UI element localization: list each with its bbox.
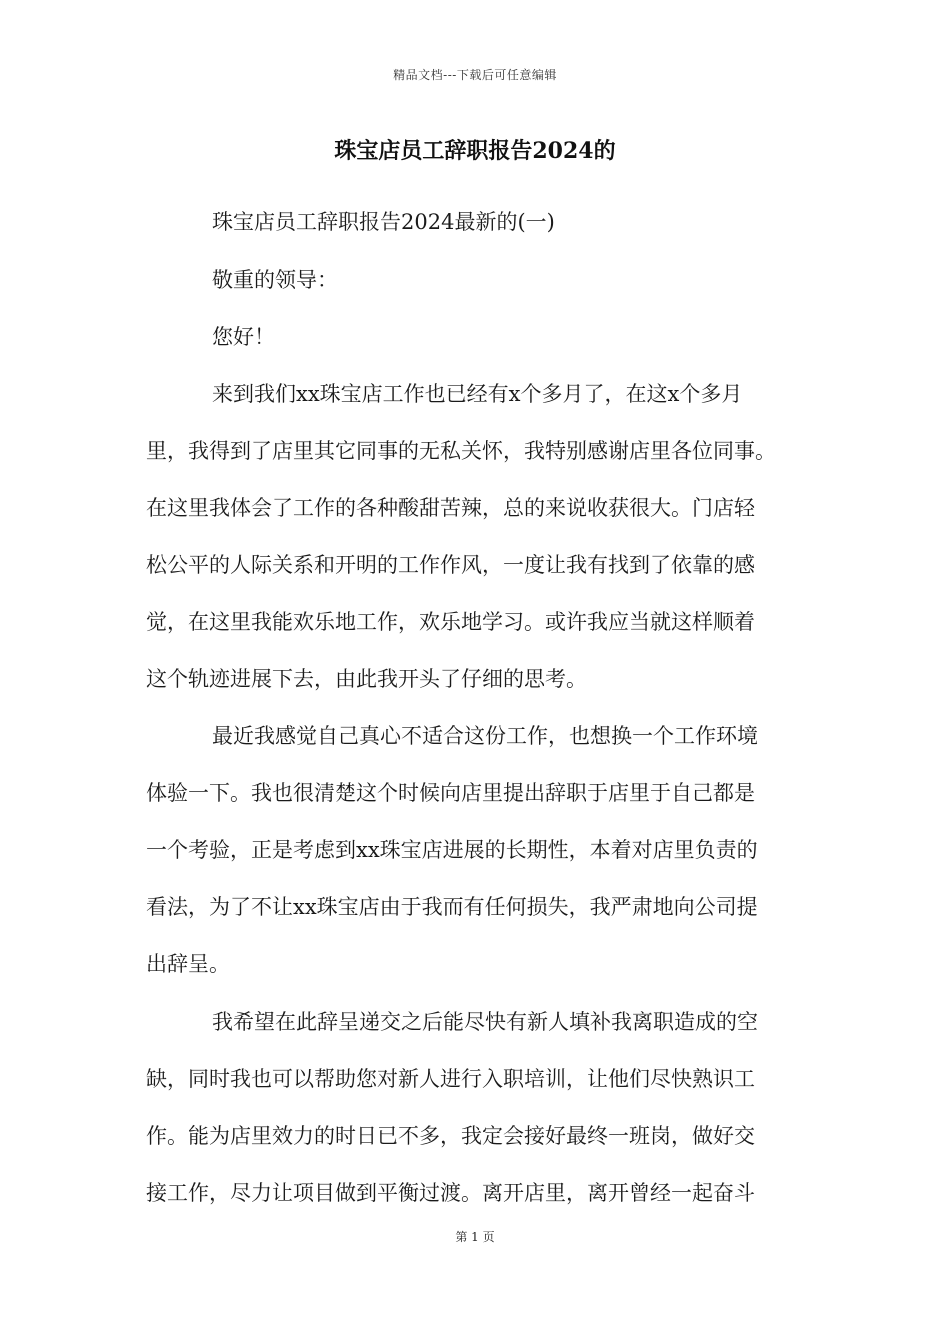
document-title: 珠宝店员工辞职报告2024的 <box>334 138 616 164</box>
paragraph-1-line-4: 松公平的人际关系和开明的工作作风，一度让我有找到了依靠的感 <box>146 553 755 577</box>
paragraph-1-line-3: 在这里我体会了工作的各种酸甜苦辣，总的来说收获很大。门店轻 <box>146 496 755 520</box>
paragraph-2-line-3: 一个考验，正是考虑到xx珠宝店进展的长期性，本着对店里负责的 <box>146 838 758 862</box>
paragraph-3-line-4: 接工作，尽力让项目做到平衡过渡。离开店里，离开曾经一起奋斗 <box>146 1181 755 1205</box>
greeting: 您好！ <box>212 325 275 349</box>
paragraph-3-line-3: 作。能为店里效力的时日已不多，我定会接好最终一班岗，做好交 <box>146 1124 755 1148</box>
page-header: 精品文档---下载后可任意编辑 <box>393 68 557 82</box>
paragraph-2-line-4: 看法，为了不让xx珠宝店由于我而有任何损失，我严肃地向公司提 <box>146 895 758 919</box>
salutation: 敬重的领导： <box>212 268 338 292</box>
paragraph-3-line-2: 缺，同时我也可以帮助您对新人进行入职培训，让他们尽快熟识工 <box>146 1067 755 1091</box>
paragraph-1-line-1: 来到我们xx珠宝店工作也已经有x个多月了，在这x个多月 <box>212 382 743 406</box>
paragraph-2-line-2: 体验一下。我也很清楚这个时候向店里提出辞职于店里于自己都是 <box>146 781 755 805</box>
paragraph-1-line-2: 里，我得到了店里其它同事的无私关怀，我特别感谢店里各位同事。 <box>146 439 776 463</box>
paragraph-1-line-5: 觉，在这里我能欢乐地工作，欢乐地学习。或许我应当就这样顺着 <box>146 610 755 634</box>
paragraph-1-line-6: 这个轨迹进展下去，由此我开头了仔细的思考。 <box>146 667 587 691</box>
page-number: 第 1 页 <box>455 1230 495 1244</box>
paragraph-2-line-1: 最近我感觉自己真心不适合这份工作，也想换一个工作环境 <box>212 724 758 748</box>
paragraph-3-line-1: 我希望在此辞呈递交之后能尽快有新人填补我离职造成的空 <box>212 1010 758 1034</box>
document-subtitle: 珠宝店员工辞职报告2024最新的(一) <box>212 210 555 234</box>
paragraph-2-line-5: 出辞呈。 <box>146 952 230 976</box>
